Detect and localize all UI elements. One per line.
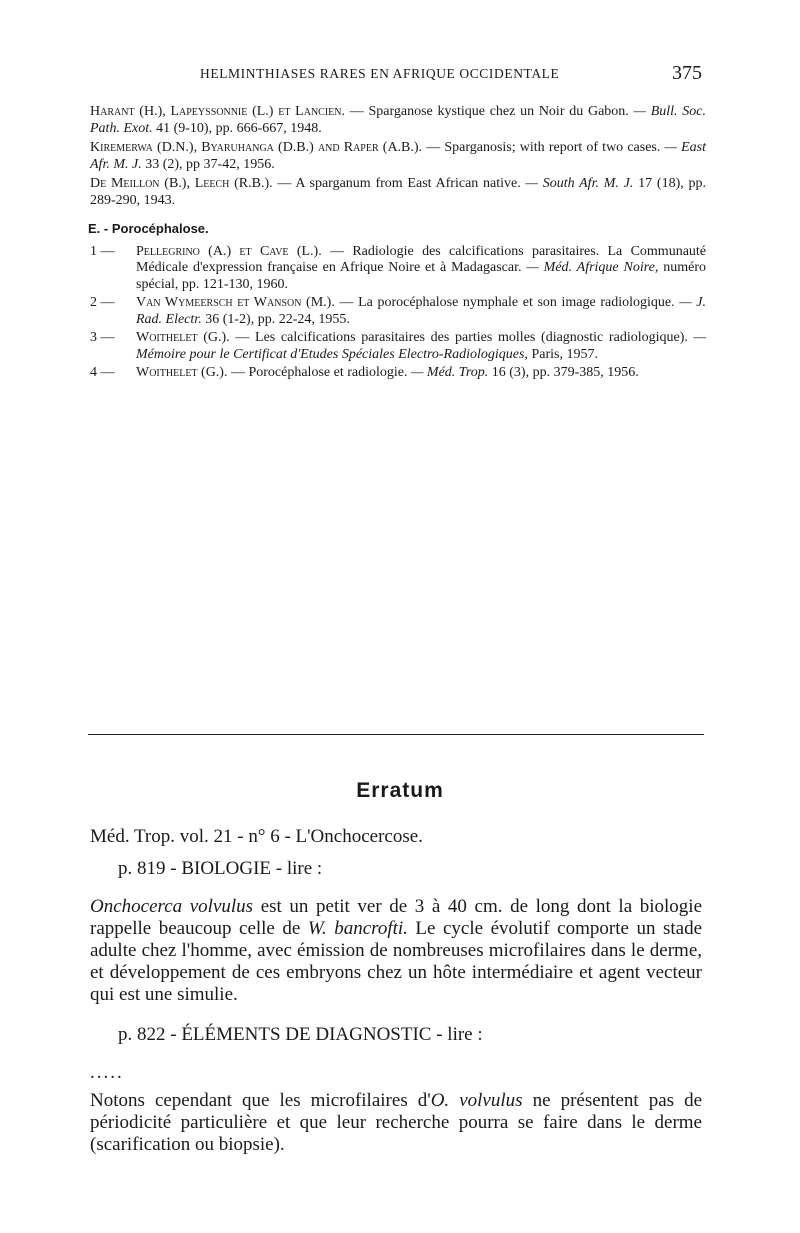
erratum-body [90, 826, 702, 1174]
erratum-paragraph-1 [90, 896, 702, 1006]
ref-authors: Woithelet (G.). [136, 365, 228, 380]
ref-title: — Porocéphalose et radiologie. [230, 365, 408, 380]
ref-title: — Sparganosis; with report of two cases. [426, 140, 661, 155]
species-name: Onchocerca volvulus [90, 896, 254, 917]
ellipsis: ..... [90, 1062, 124, 1083]
numbered-reference-2 [90, 295, 706, 328]
ref-number: 2 — [90, 295, 115, 310]
page-number: 375 [672, 62, 702, 84]
ref-authors: De Meillon (B.), Leech (R.B.). [90, 176, 273, 191]
paragraph-text: Notons cependant que les microfilaires d' [90, 1090, 431, 1111]
bibliography [90, 104, 706, 384]
ref-details: 16 (3), pp. 379-385, 1956. [491, 365, 639, 380]
reference-harant [90, 104, 706, 137]
ref-details: numéro spécial, pp. 121-130, 1960. [136, 260, 707, 292]
ref-title: — Sparganose kystique chez un Noir du Gabon. [349, 104, 629, 119]
erratum-source: Méd. Trop. vol. 21 - n° 6 - L'Onchocercose. [90, 826, 423, 847]
paragraph-text: est un petit ver de 3 à 40 cm. de long dont la biologie rappelle beaucoup celle de [90, 896, 703, 939]
ref-authors: Woithelet (G.). [136, 330, 230, 345]
ref-title: — Les calcifications parasitaires des parties molles (diagnostic radiologique). [235, 330, 688, 345]
ref-journal: — Mémoire pour le Certificat d'Etudes Spéciales Electro-Radiologiques, [136, 330, 706, 362]
ref-authors: Van Wymeersch et Wanson (M.). [136, 295, 335, 310]
ref-title: — La porocéphalose nymphale et son image radiologique. [339, 295, 675, 310]
ref-journal: — Méd. Trop. [410, 365, 489, 380]
reference-kiremerwa [90, 140, 706, 173]
ref-number: 1 — [90, 243, 115, 259]
ref-journal: — South Afr. M. J. [525, 176, 634, 191]
ref-details: 17 (18), pp. 289-290, 1943. [90, 176, 706, 208]
erratum-title: Erratum [356, 779, 444, 802]
reference-de-meillon [90, 176, 706, 209]
ref-authors: Kiremerwa (D.N.), Byaruhanga (D.B.) and Raper (A.B.). [90, 140, 423, 155]
ref-authors: Pellegrino (A.) et Cave (L.). [136, 243, 322, 259]
species-name: O. volvulus [430, 1090, 523, 1111]
species-name: W. bancrofti. [307, 918, 408, 939]
ref-journal: — Bull. Soc. Path. Exot. [90, 104, 707, 136]
horizontal-rule [88, 734, 704, 735]
running-title: HELMINTHIASES RARES EN AFRIQUE OCCIDENTALE [200, 66, 560, 81]
ref-title: — Radiologie des calcifications parasitaires. La Communauté Médicale d'expression française en Afrique Noire et à Madagascar. [136, 243, 707, 275]
ref-journal: — J. Rad. Electr. [136, 295, 707, 327]
ref-details: Paris, 1957. [531, 346, 598, 362]
paragraph-text: Le cycle évolutif comporte un stade adulte chez l'homme, avec émission de nombreuses microfilaires dans le derme, et développement de ces embryons chez un hôte intermédiaire et agent vecteur qui est une simulie. [90, 918, 702, 1005]
ref-number: 4 — [90, 365, 115, 380]
ref-journal: — Méd. Afrique Noire, [526, 260, 659, 275]
ref-number: 3 — [90, 330, 115, 345]
ref-details: 33 (2), pp 37-42, 1956. [145, 156, 275, 172]
erratum-paragraph-2 [90, 1090, 702, 1156]
numbered-reference-1 [90, 244, 706, 294]
erratum-section-biologie: p. 819 - BIOLOGIE - lire : [118, 858, 323, 879]
ref-details: 36 (1-2), pp. 22-24, 1955. [205, 311, 350, 327]
ref-journal: — East Afr. M. J. [90, 140, 706, 172]
numbered-reference-4 [90, 365, 706, 382]
ref-authors: Harant (H.), Lapeyssonnie (L.) et Lancien. [90, 104, 345, 119]
ref-details: 41 (9-10), pp. 666-667, 1948. [156, 120, 322, 136]
section-heading: E. - Porocéphalose. [88, 221, 209, 236]
ref-title: — A sparganum from East African native. [277, 176, 521, 191]
erratum-section-diagnostic: p. 822 - ÉLÉMENTS DE DIAGNOSTIC - lire : [118, 1024, 483, 1045]
paragraph-text: ne présentent pas de périodicité particulière et que leur recherche pourra se faire dans le derme (scarification ou biopsie). [90, 1090, 703, 1155]
numbered-reference-3 [90, 330, 706, 363]
